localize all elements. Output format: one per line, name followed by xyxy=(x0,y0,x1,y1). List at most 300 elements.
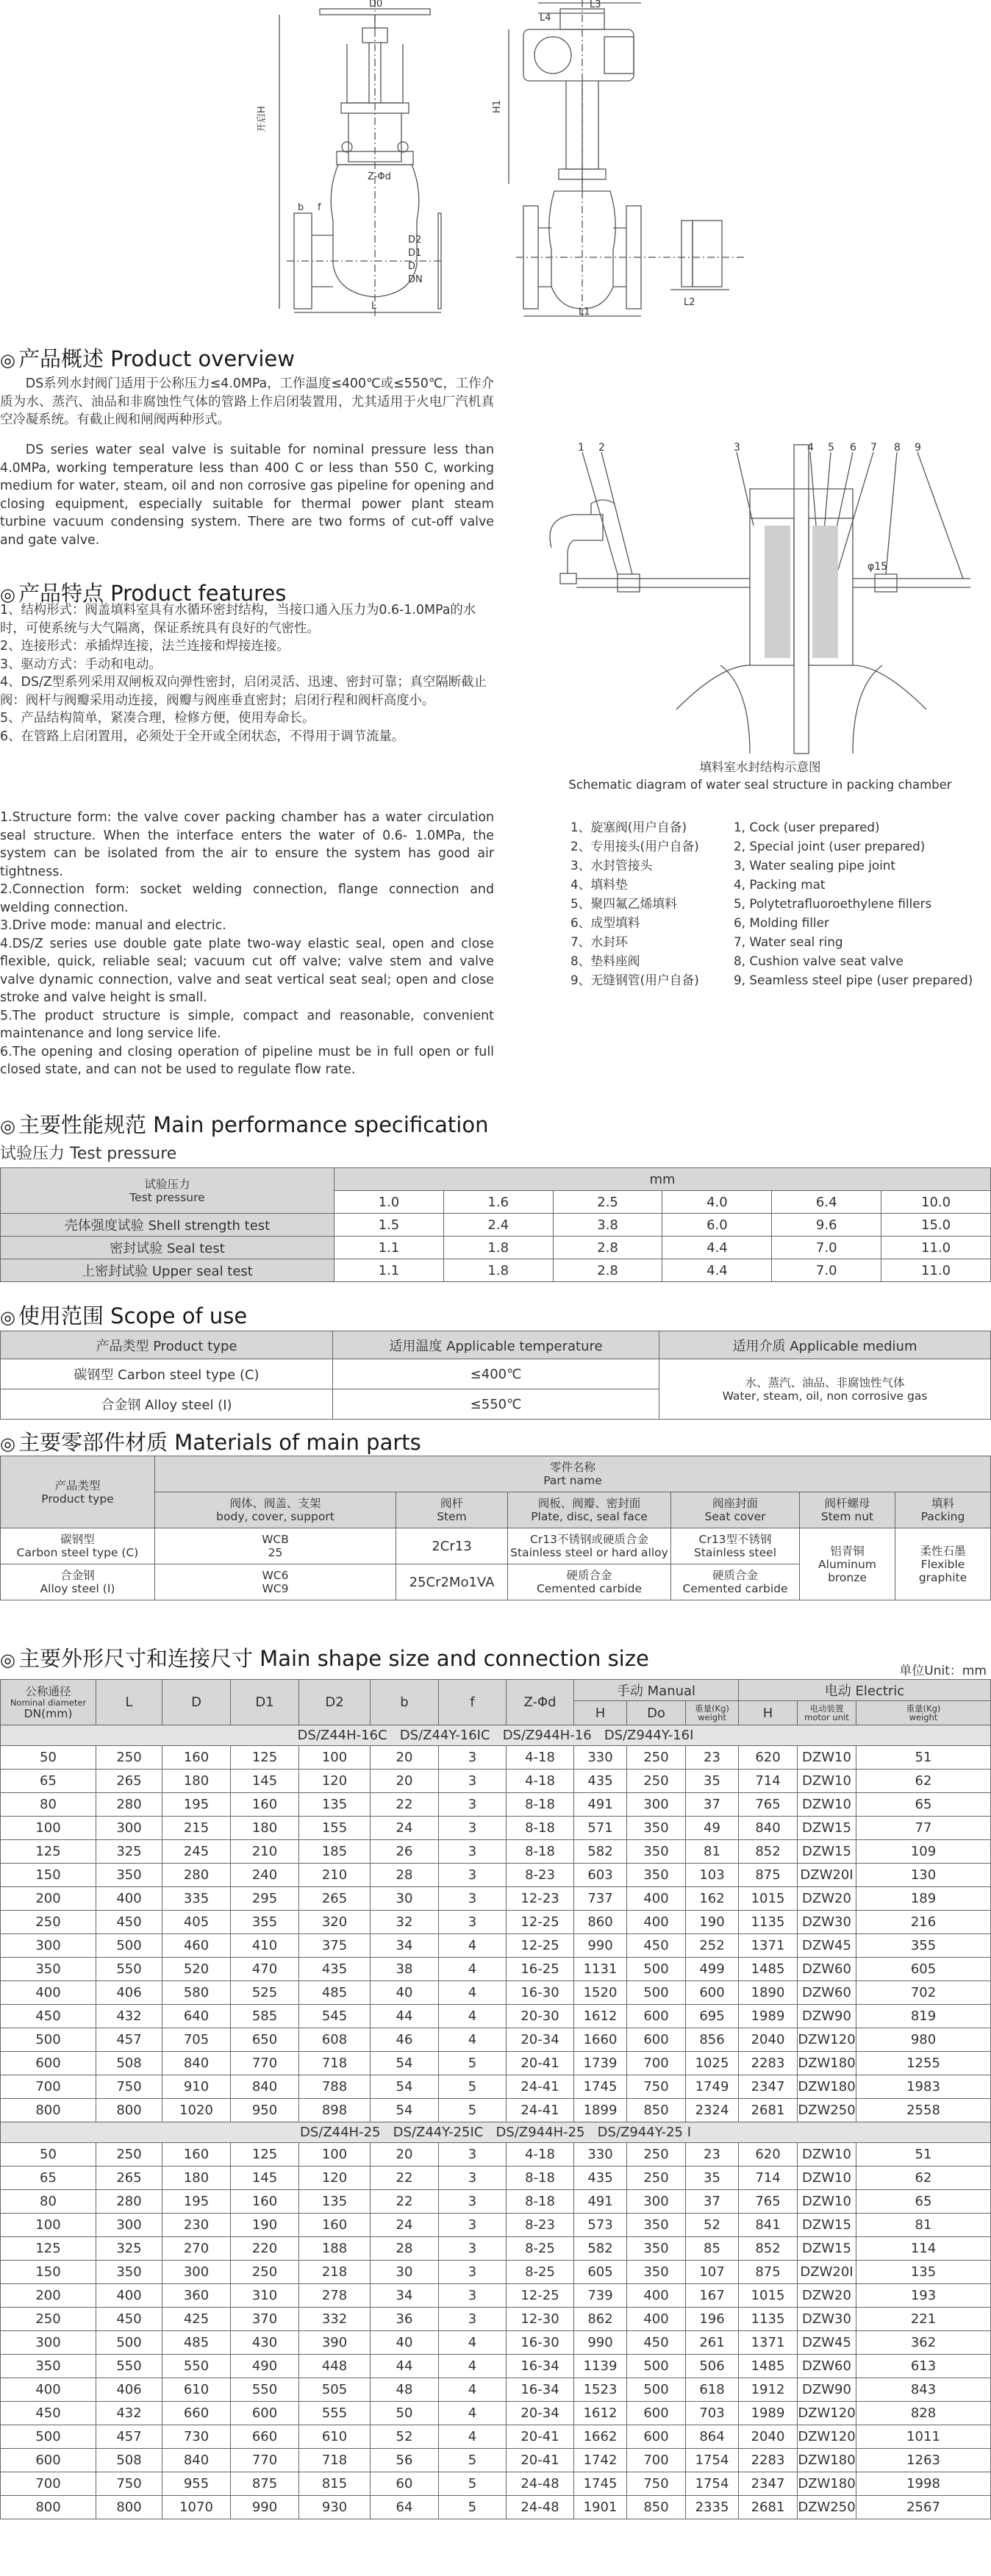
dims-cell: 406 xyxy=(96,2378,162,2402)
dims-cell: 2324 xyxy=(686,2099,739,2122)
dims-cell: DZW120 xyxy=(798,2402,856,2425)
dims-cell: 450 xyxy=(96,2308,162,2331)
dims-cell: 400 xyxy=(627,2308,686,2331)
dims-cell: 37 xyxy=(686,1793,739,1817)
dims-cell: 185 xyxy=(299,1840,371,1864)
dims-cell: 620 xyxy=(739,2143,798,2167)
schematic-num-6: 6 xyxy=(850,442,856,454)
legend-en-item: 3, Water sealing pipe joint xyxy=(734,858,896,873)
dims-cell: 20-34 xyxy=(507,2402,574,2425)
dims-cell: 714 xyxy=(739,1770,798,1793)
scope-header-type: 产品类型 Product type xyxy=(1,1331,333,1359)
dims-cell: 350 xyxy=(1,1958,96,1981)
dims-cell: DZW45 xyxy=(798,1934,856,1958)
dims-cell: 48 xyxy=(371,2378,439,2402)
dims-cell: 1070 xyxy=(162,2496,231,2519)
dims-cell: 1371 xyxy=(739,1934,798,1958)
dims-cell: 5 xyxy=(439,2472,507,2496)
legend-cn-item: 9、无缝钢管(用户自备) xyxy=(570,973,699,987)
materials-stem-carbon: 2Cr13 xyxy=(396,1528,508,1564)
materials-seat-alloy: 硬质合金 Cemented carbide xyxy=(671,1564,800,1600)
dims-cell: 1901 xyxy=(574,2496,627,2519)
dims-cell: 3 xyxy=(439,2261,507,2284)
materials-part-header: 零件名称 Part name xyxy=(155,1456,991,1492)
pressure-header: 试验压力 Test pressure xyxy=(1,1168,334,1214)
dims-cell: 250 xyxy=(96,2143,162,2167)
dims-cell: 24 xyxy=(371,2214,439,2237)
dims-cell: 3 xyxy=(439,1746,507,1770)
dims-cell: 4 xyxy=(439,2402,507,2425)
dims-cell: 550 xyxy=(96,1958,162,1981)
table-row xyxy=(1,2402,991,2425)
dims-cell: 1139 xyxy=(574,2355,627,2378)
features-en-list xyxy=(0,809,494,1079)
legend-en-item: 1, Cock (user prepared) xyxy=(734,820,880,834)
dims-cell: 448 xyxy=(299,2355,371,2378)
dims-cell: 1011 xyxy=(856,2425,991,2449)
dims-cell: 1131 xyxy=(574,1958,627,1981)
dims-cell: 3 xyxy=(439,2284,507,2308)
dims-cell: 500 xyxy=(627,1981,686,2005)
dims-cell: 270 xyxy=(162,2237,231,2261)
dims-cell: DZW180 xyxy=(798,2052,856,2075)
dims-cell: 765 xyxy=(739,1793,798,1817)
materials-seat-carbon: Cr13型不锈钢 Stainless steel xyxy=(671,1528,800,1564)
dims-cell: DZW20I xyxy=(798,1864,856,1887)
materials-part-cn: 阀杆螺母 xyxy=(824,1497,870,1510)
label-dn: DN xyxy=(408,274,423,285)
dims-cell: 350 xyxy=(627,1840,686,1864)
pressure-cell: 1.8 xyxy=(443,1237,553,1259)
dims-cell: 600 xyxy=(1,2449,96,2472)
dims-cell: 8-25 xyxy=(507,2237,574,2261)
dims-cell: 603 xyxy=(574,1864,627,1887)
dims-sub-motor: 电动装置 motor unit xyxy=(798,1701,856,1725)
dims-cell: 8-25 xyxy=(507,2261,574,2284)
table-row xyxy=(1,2052,991,2075)
dims-cell: 5 xyxy=(439,2052,507,2075)
dims-cell: 32 xyxy=(371,1911,439,1934)
dims-cell: 3 xyxy=(439,2237,507,2261)
label-l3: L3 xyxy=(590,0,601,10)
dims-cell: 1263 xyxy=(856,2449,991,2472)
dims-cell: 350 xyxy=(96,1864,162,1887)
dims-cell: 24-48 xyxy=(507,2496,574,2519)
dims-cell: 120 xyxy=(299,1770,371,1793)
dims-cell: 350 xyxy=(1,2355,96,2378)
dims-cell: 12-25 xyxy=(507,2284,574,2308)
dims-cell: 750 xyxy=(627,2075,686,2099)
table-row xyxy=(1,2261,991,2284)
feature-cn-item: 5、产品结构简单，紧凑合理，检修方便，使用寿命长。 xyxy=(0,711,315,726)
dims-cell: DZW30 xyxy=(798,1911,856,1934)
feature-cn-item: 6、在管路上启闭置用，必须处于全开或全闭状态，不得用于调节流量。 xyxy=(0,729,405,744)
dims-cell: 800 xyxy=(96,2099,162,2122)
pressure-row-label: 壳体强度试验 Shell strength test xyxy=(1,1214,334,1237)
dims-cell: 300 xyxy=(627,2190,686,2214)
dims-cell: 819 xyxy=(856,2005,991,2028)
materials-type-alloy: 合金钢 Alloy steel (I) xyxy=(1,1564,155,1600)
dims-cell: 770 xyxy=(231,2449,299,2472)
dims-cell: 605 xyxy=(856,1958,991,1981)
dims-cell: 705 xyxy=(162,2028,231,2052)
dims-cell: 435 xyxy=(574,2167,627,2190)
dims-cell: 930 xyxy=(299,2496,371,2519)
dims-cell: 750 xyxy=(627,2472,686,2496)
legend-cn-item: 3、水封管接头 xyxy=(570,858,653,873)
table-row xyxy=(1,1958,991,1981)
dims-cell: 2335 xyxy=(686,2496,739,2519)
table-row xyxy=(1,1746,991,1770)
dims-cell: 990 xyxy=(574,2331,627,2355)
dims-cell: DZW10 xyxy=(798,1793,856,1817)
label-d0: D0 xyxy=(369,0,383,10)
dims-cell: 550 xyxy=(231,2378,299,2402)
overview-cn: DS系列水封阀门适用于公称压力≤4.0MPa，工作温度≤400℃或≤550℃，工作介质为水、蒸汽、油品和非腐蚀性气体的管路上作启闭装置用，尤其适用于火电厂汽机真空冷凝系统。有截止阀和闸阀两种形式。 xyxy=(0,376,494,427)
dims-cell: 125 xyxy=(1,2237,96,2261)
dims-cell: DZW20I xyxy=(798,2261,856,2284)
dims-cell: 1754 xyxy=(686,2472,739,2496)
schematic-num-8: 8 xyxy=(894,442,901,454)
dims-cell: 450 xyxy=(1,2402,96,2425)
dims-cell: 335 xyxy=(162,1887,231,1911)
dims-header-d2: D2 xyxy=(299,1680,371,1725)
dims-cell: 77 xyxy=(856,1817,991,1840)
dims-cell: 8-18 xyxy=(507,1840,574,1864)
scope-table xyxy=(0,1331,991,1420)
dims-cell: 190 xyxy=(686,1911,739,1934)
dims-cell: 49 xyxy=(686,1817,739,1840)
dims-cell: 300 xyxy=(162,2261,231,2284)
dims-cell: 750 xyxy=(96,2472,162,2496)
dims-cell: 330 xyxy=(574,1746,627,1770)
dims-cell: 250 xyxy=(627,2167,686,2190)
dims-cell: 210 xyxy=(299,1864,371,1887)
dims-cell: DZW10 xyxy=(798,2190,856,2214)
dims-cell: 135 xyxy=(299,1793,371,1817)
pressure-cell: 1.1 xyxy=(334,1237,444,1259)
schematic-num-7: 7 xyxy=(870,442,877,454)
dims-cell: DZW180 xyxy=(798,2472,856,2496)
materials-table xyxy=(0,1456,991,1600)
valve-electric-drawing xyxy=(494,0,759,323)
dims-cell: 700 xyxy=(1,2472,96,2496)
materials-disc-alloy: 硬质合金 Cemented carbide xyxy=(508,1564,671,1600)
dims-cell: 1662 xyxy=(574,2425,627,2449)
dims-cell: 1485 xyxy=(739,2355,798,2378)
feature-cn-item: 1、结构形式：阀盖填料室具有水循环密封结构，当接口通入压力为0.6-1.0MPa的水时，可使系统与大气隔离，保证系统具有良好的气密性。 xyxy=(0,603,476,636)
dims-cell: 828 xyxy=(856,2402,991,2425)
dims-cell: 750 xyxy=(96,2075,162,2099)
dims-cell: 52 xyxy=(686,2214,739,2237)
dims-cell: 1739 xyxy=(574,2052,627,2075)
dims-cell: 1998 xyxy=(856,2472,991,2496)
dims-cell: 714 xyxy=(739,2167,798,2190)
dims-cell: 65 xyxy=(856,1793,991,1817)
pressure-cell: 15.0 xyxy=(881,1214,991,1237)
dims-cell: 1989 xyxy=(739,2005,798,2028)
dims-cell: 125 xyxy=(231,2143,299,2167)
dims-cell: 4 xyxy=(439,2331,507,2355)
performance-title: ◎ 主要性能规范 Main performance specification xyxy=(0,1112,489,1137)
scope-header-medium: 适用介质 Applicable medium xyxy=(659,1331,991,1359)
pressure-cell: 2.4 xyxy=(443,1214,553,1237)
dims-cell: 100 xyxy=(299,2143,371,2167)
dims-cell: 4 xyxy=(439,2378,507,2402)
dims-cell: 573 xyxy=(574,2214,627,2237)
dims-cell: 261 xyxy=(686,2331,739,2355)
dims-cell: 22 xyxy=(371,2167,439,2190)
dims-cell: 34 xyxy=(371,2284,439,2308)
schematic-num-4: 4 xyxy=(807,442,814,454)
water-seal-schematic xyxy=(529,442,991,754)
schematic-num-1: 1 xyxy=(578,442,584,454)
dims-cell: 81 xyxy=(856,2214,991,2237)
dims-cell: 250 xyxy=(231,2261,299,2284)
dims-cell: 506 xyxy=(686,2355,739,2378)
dims-cell: 856 xyxy=(686,2028,739,2052)
label-l2: L2 xyxy=(684,297,695,308)
dims-group-title: DS/Z44H-16C DS/Z44Y-16IC DS/Z944H-16 DS/Z944Y-16I xyxy=(1,1725,991,1746)
feature-en-item: 5.The product structure is simple, compact and reasonable, convenient maintenance and long service life. xyxy=(0,1008,494,1041)
dims-cell: 36 xyxy=(371,2308,439,2331)
dims-cell: 400 xyxy=(627,2284,686,2308)
valve-manual-drawing xyxy=(44,0,441,323)
feature-cn-item: 4、DS/Z型系列采用双闸板双向弹性密封，启闭灵活、迅速、密封可靠；真空隔断截止阀：阀杆与阀瓣采用动连接，阀瓣与阀座垂直密封；启闭行程和阀杆高度小。 xyxy=(0,675,487,708)
dims-cell: 46 xyxy=(371,2028,439,2052)
dims-cell: DZW15 xyxy=(798,1817,856,1840)
dims-cell: 1983 xyxy=(856,2075,991,2099)
dims-cell: 843 xyxy=(856,2378,991,2402)
dims-cell: 125 xyxy=(231,1746,299,1770)
dims-cell: 850 xyxy=(627,2099,686,2122)
dims-cell: 8-18 xyxy=(507,2190,574,2214)
dims-cell: 1020 xyxy=(162,2099,231,2122)
table-row xyxy=(1,2472,991,2496)
dims-cell: 600 xyxy=(627,2425,686,2449)
dims-cell: DZW90 xyxy=(798,2378,856,2402)
dims-cell: 3 xyxy=(439,2167,507,2190)
dims-cell: 3 xyxy=(439,1887,507,1911)
dims-cell: 50 xyxy=(371,2402,439,2425)
dims-cell: 3 xyxy=(439,1864,507,1887)
dims-cell: 190 xyxy=(231,2214,299,2237)
dims-cell: 600 xyxy=(627,2028,686,2052)
scope-title: ◎ 使用范围 Scope of use xyxy=(0,1303,248,1328)
legend-cn-item: 5、聚四氟乙烯填料 xyxy=(570,896,677,911)
dims-cell: DZW30 xyxy=(798,2308,856,2331)
dims-cell: 400 xyxy=(96,1887,162,1911)
dims-cell: 125 xyxy=(1,1840,96,1864)
dims-cell: 16-30 xyxy=(507,1981,574,2005)
dims-cell: 51 xyxy=(856,2143,991,2167)
dims-cell: 610 xyxy=(299,2425,371,2449)
dims-cell: 100 xyxy=(1,1817,96,1840)
pressure-cell: 1.5 xyxy=(334,1214,444,1237)
dims-cell: 375 xyxy=(299,1934,371,1958)
dims-cell: 20 xyxy=(371,1746,439,1770)
label-d1: D1 xyxy=(408,248,422,259)
dims-header-zphid: Z-Φd xyxy=(507,1680,574,1725)
dims-cell: 400 xyxy=(1,2378,96,2402)
dimensions-table xyxy=(0,1679,991,2519)
dims-cell: 860 xyxy=(574,1911,627,1934)
dims-cell: 20-30 xyxy=(507,2005,574,2028)
features-cn-list xyxy=(0,601,494,745)
schematic-dim-label: φ15 xyxy=(867,561,888,573)
label-d2: D2 xyxy=(408,235,422,246)
dims-header-manual: 手动 Manual xyxy=(574,1680,739,1701)
dims-cell: 8-18 xyxy=(507,1817,574,1840)
dims-cell: DZW15 xyxy=(798,1840,856,1864)
dims-cell: 770 xyxy=(231,2052,299,2075)
dims-cell: 470 xyxy=(231,1958,299,1981)
dims-cell: 8-23 xyxy=(507,2214,574,2237)
dims-cell: 1520 xyxy=(574,1981,627,2005)
dims-group-title: DS/Z44H-25 DS/Z44Y-25IC DS/Z944H-25 DS/Z944Y-25 I xyxy=(1,2122,991,2143)
dims-cell: 1745 xyxy=(574,2472,627,2496)
dims-cell: 65 xyxy=(1,1770,96,1793)
materials-part-cn: 阀体、阀盖、支架 xyxy=(229,1497,321,1510)
dims-cell: 491 xyxy=(574,1793,627,1817)
dims-cell: 405 xyxy=(162,1911,231,1934)
schematic-caption-cn: 填料室水封结构示意图 xyxy=(699,760,821,774)
dims-cell: 280 xyxy=(96,2190,162,2214)
dims-cell: 500 xyxy=(627,2355,686,2378)
pressure-cell: 6.0 xyxy=(662,1214,772,1237)
dims-cell: 1485 xyxy=(739,1958,798,1981)
materials-type-carbon: 碳钢型 Carbon steel type (C) xyxy=(1,1528,155,1564)
dims-cell: 24-41 xyxy=(507,2075,574,2099)
dims-cell: 4 xyxy=(439,2028,507,2052)
label-l: L xyxy=(371,301,377,312)
features-title: ◎ 产品特点 Product features xyxy=(0,581,287,606)
dims-cell: 30 xyxy=(371,2261,439,2284)
dims-cell: 610 xyxy=(162,2378,231,2402)
schematic-num-2: 2 xyxy=(598,442,605,454)
dims-cell: 280 xyxy=(96,1793,162,1817)
materials-disc-carbon: Cr13不锈钢或硬质合金 Stainless steel or hard alloy xyxy=(508,1528,671,1564)
dims-cell: 1912 xyxy=(739,2378,798,2402)
table-row xyxy=(1,2143,991,2167)
dims-cell: 24-41 xyxy=(507,2099,574,2122)
materials-part-cn: 阀杆 xyxy=(440,1497,463,1510)
table-row xyxy=(1,1817,991,1840)
dims-cell: 100 xyxy=(1,2214,96,2237)
dims-cell: 800 xyxy=(1,2496,96,2519)
dims-cell: 400 xyxy=(96,2284,162,2308)
dimensions-unit: 单位Unit：mm xyxy=(899,1664,987,1678)
dims-cell: 2567 xyxy=(856,2496,991,2519)
dims-cell: DZW120 xyxy=(798,2425,856,2449)
schematic-legend-cn xyxy=(570,817,699,990)
dims-cell: 252 xyxy=(686,1934,739,1958)
legend-en-item: 4, Packing mat xyxy=(734,877,826,892)
dims-cell: 28 xyxy=(371,2237,439,2261)
table-row xyxy=(1,2075,991,2099)
materials-part-name xyxy=(155,1492,396,1528)
schematic-caption-en: Schematic diagram of water seal structure in packing chamber xyxy=(568,778,952,792)
dims-cell: DZW10 xyxy=(798,1746,856,1770)
dims-cell: 800 xyxy=(96,2496,162,2519)
dims-cell: 196 xyxy=(686,2308,739,2331)
dims-cell: 3 xyxy=(439,1770,507,1793)
dims-cell: 50 xyxy=(1,1746,96,1770)
dims-cell: 145 xyxy=(231,2167,299,2190)
dims-cell: 332 xyxy=(299,2308,371,2331)
dims-cell: 145 xyxy=(231,1770,299,1793)
dims-header-l: L xyxy=(96,1680,162,1725)
dims-cell: 278 xyxy=(299,2284,371,2308)
dims-cell: 500 xyxy=(627,2378,686,2402)
dims-cell: 80 xyxy=(1,1793,96,1817)
dimensions-title: ◎ 主要外形尺寸和连接尺寸 Main shape size and connection size xyxy=(0,1646,649,1671)
dims-cell: 585 xyxy=(231,2005,299,2028)
pressure-row-label: 上密封试验 Upper seal test xyxy=(1,1259,334,1282)
dims-cell: 100 xyxy=(299,1746,371,1770)
dims-cell: 582 xyxy=(574,2237,627,2261)
dims-cell: 35 xyxy=(686,2167,739,2190)
label-b: b xyxy=(298,202,304,213)
dims-cell: DZW60 xyxy=(798,1958,856,1981)
dims-cell: 600 xyxy=(231,2402,299,2425)
dims-cell: 702 xyxy=(856,1981,991,2005)
dims-sub-electric-h: H xyxy=(739,1701,798,1725)
legend-en-item: 8, Cushion valve seat valve xyxy=(734,954,904,968)
dims-cell: 1745 xyxy=(574,2075,627,2099)
dims-cell: 8-18 xyxy=(507,2167,574,2190)
dims-cell: 840 xyxy=(231,2075,299,2099)
dims-cell: 608 xyxy=(299,2028,371,2052)
dims-cell: 23 xyxy=(686,1746,739,1770)
table-row xyxy=(1,1770,991,1793)
table-row xyxy=(1,2214,991,2237)
pressure-col-header: 2.5 xyxy=(553,1191,662,1214)
dims-cell: 730 xyxy=(162,2425,231,2449)
dims-cell: 160 xyxy=(299,2214,371,2237)
table-row xyxy=(1,1911,991,1934)
dims-cell: DZW10 xyxy=(798,1770,856,1793)
materials-part-en: Stem xyxy=(437,1510,467,1523)
pressure-col-header: 4.0 xyxy=(662,1191,772,1214)
dims-cell: 450 xyxy=(96,1911,162,1934)
materials-part-en: body, cover, support xyxy=(216,1510,334,1523)
dims-cell: 60 xyxy=(371,2472,439,2496)
scope-type-alloy: 合金钢 Alloy steel (I) xyxy=(1,1389,333,1420)
materials-part-name xyxy=(671,1492,800,1528)
legend-en-item: 6, Molding filler xyxy=(734,915,829,930)
dims-cell: DZW250 xyxy=(798,2099,856,2122)
materials-part-name xyxy=(508,1492,671,1528)
dims-cell: 30 xyxy=(371,1887,439,1911)
pressure-cell: 7.0 xyxy=(772,1259,881,1282)
scope-type-carbon: 碳钢型 Carbon steel type (C) xyxy=(1,1359,333,1389)
dims-cell: 355 xyxy=(856,1934,991,1958)
dims-sub-do: Do xyxy=(627,1701,686,1725)
overview-title: ◎ 产品概述 Product overview xyxy=(0,346,295,371)
materials-part-name xyxy=(895,1492,991,1528)
dims-cell: 406 xyxy=(96,1981,162,2005)
dims-cell: 980 xyxy=(856,2028,991,2052)
dims-cell: 430 xyxy=(231,2331,299,2355)
dims-cell: 23 xyxy=(686,2143,739,2167)
dims-cell: 16-30 xyxy=(507,2331,574,2355)
dims-cell: 150 xyxy=(1,2261,96,2284)
feature-cn-item: 3、驱动方式：手动和电动。 xyxy=(0,656,162,672)
dims-cell: DZW60 xyxy=(798,1981,856,2005)
dims-cell: 160 xyxy=(162,2143,231,2167)
dims-cell: DZW10 xyxy=(798,2167,856,2190)
